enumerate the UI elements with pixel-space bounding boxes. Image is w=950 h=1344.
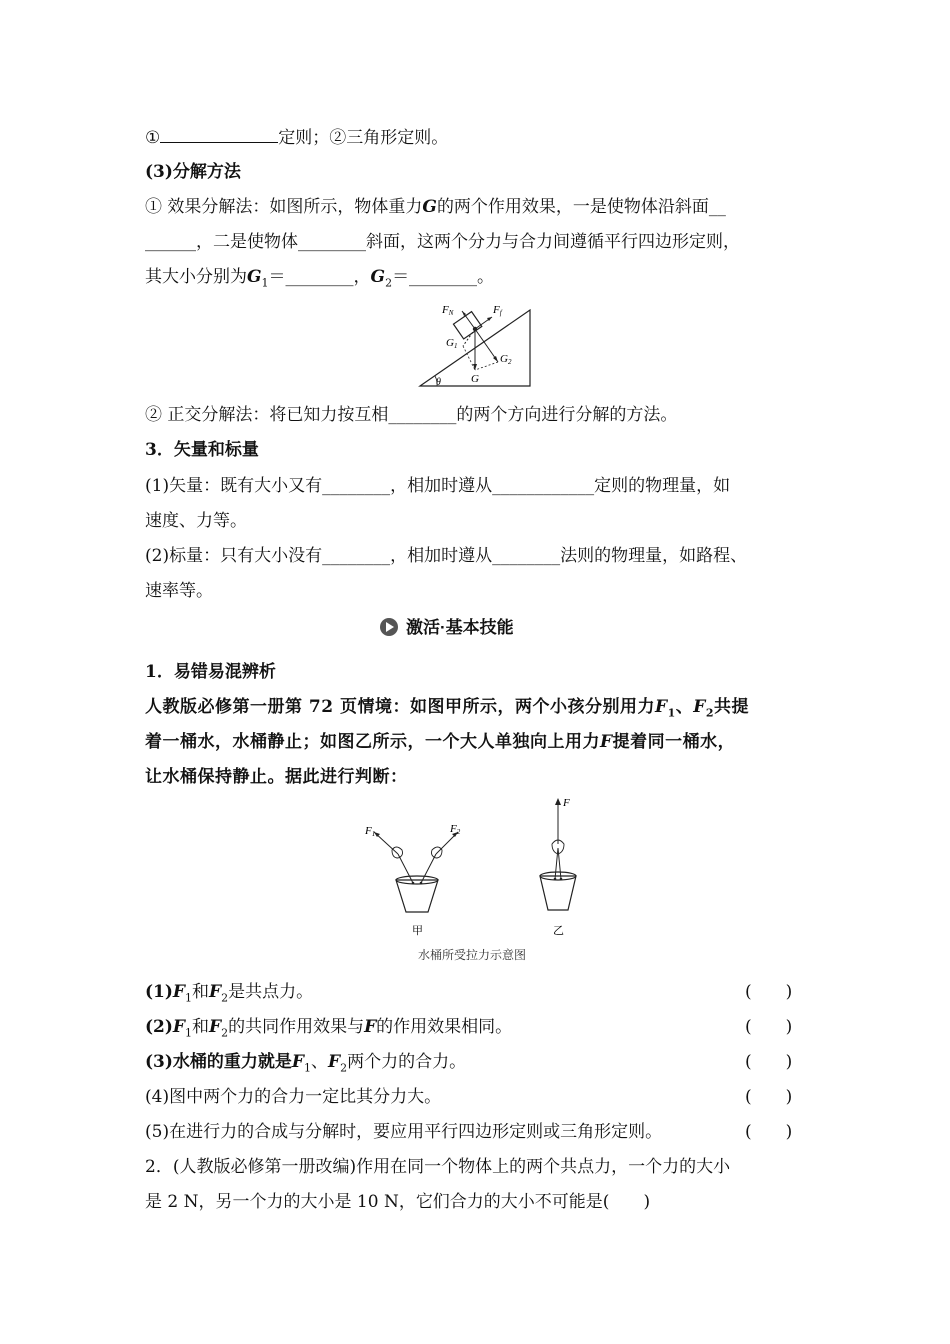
label-yi: 乙 [553,925,564,937]
label-ff: Ff [493,304,502,317]
figure-caption: 水桶所受拉力示意图 [418,948,527,962]
context-line2: 着一桶水，水桶静止；如图乙所示，一个大人单独向上用力F提着同一桶水， [145,732,736,752]
answer-paren[interactable]: ( ) [745,1052,793,1072]
label-g2: G2 [500,353,512,366]
label-fn: FN [442,304,454,317]
rule-line [145,126,448,149]
answer-paren[interactable]: ( ) [745,1087,793,1107]
block [453,312,481,339]
circle-number-1: ① [145,128,161,148]
effect-paragraph-line2: ______，二是使物体________斜面，这两个分力与合力间遵循平行四边形定则， [145,232,740,252]
label-g: G [471,373,479,385]
question-2-line1: 2．(人教版必修第一册改编)作用在同一个物体上的两个共点力，一个力的大小 [145,1157,731,1177]
scalar-line1: (2)标量：只有大小没有________，相加时遵从________法则的物理量，如路程、 [145,546,748,566]
label-f1: F1 [365,825,376,838]
orthogonal-paragraph: ② 正交分解法：将已知力按互相________的两个方向进行分解的方法。 [145,405,678,425]
vector-line1: (1)矢量：既有大小又有________，相加时遵从____________定则的物理量，如 [145,476,731,496]
bucket-b [540,798,576,910]
label-f: F [563,797,570,809]
bucket-force-diagram [358,792,598,942]
scalar-line2: 速率等。 [145,581,213,601]
label-jia: 甲 [412,925,423,937]
answer-paren[interactable]: ( ) [745,1122,793,1142]
judgement-item-1: $(1)F_1$和$F_2$是共点力。 [145,982,314,1005]
context-line1: 人教版必修第一册第 72 页情境：如图甲所示，两个小孩分别用力$F_1$、$F_2$共提 [145,697,749,720]
heading-vector-scalar: 3．矢量和标量 [145,440,259,460]
judgement-item-5: (5)在进行力的合成与分解时，要应用平行四边形定则或三角形定则。 [145,1122,663,1142]
effect-paragraph-line3: 其大小分别为$G_1=\_\_\_\_\_\_\_\_$，$G_2=\_\_\_\_\_\_\_\_$。 [145,267,495,290]
section-banner: 激活·基本技能 [380,617,514,639]
judgement-item-2: $(2)F_1$和$F_2$的共同作用效果与F的作用效果相同。 [145,1017,513,1040]
play-icon [380,618,398,636]
answer-paren[interactable]: ( ) [745,982,793,1002]
bucket-a [374,832,458,912]
answer-blank[interactable] [160,126,278,143]
label-g1: G1 [446,337,458,350]
label-theta: θ [436,377,441,388]
judgement-item-4: (4)图中两个力的合力一定比其分力大。 [145,1087,442,1107]
context-line3: 让水桶保持静止。据此进行判断： [145,767,408,787]
question-2-line2: 是 2 N，另一个力的大小是 10 N，它们合力的大小不可能是( ) [145,1192,651,1212]
incline-force-diagram [415,298,540,390]
rule-text: 定则；②三角形定则。 [278,128,449,148]
answer-paren[interactable]: ( ) [745,1017,793,1037]
effect-paragraph-line1: ① 效果分解法：如图所示，物体重力G的两个作用效果，一是使物体沿斜面__ [145,197,726,217]
heading-decomposition-method: (3)分解方法 [145,162,241,182]
heading-confusion-analysis: 1．易错易混辨析 [145,662,276,682]
judgement-item-3: (3)水桶的重力就是$F_1$、$F_2$两个力的合力。 [145,1052,467,1075]
vector-line2: 速度、力等。 [145,511,247,531]
label-f2: F2 [450,823,461,836]
